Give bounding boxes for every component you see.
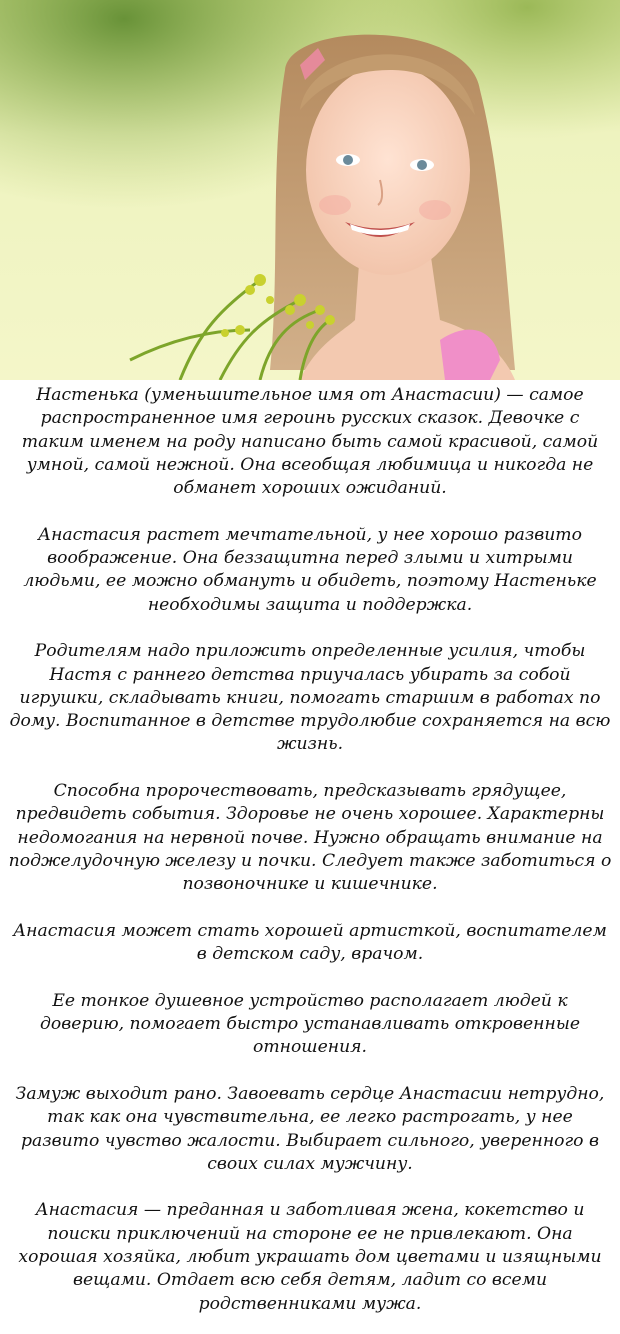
paragraph-8: Анастасия — преданная и заботливая жена, кокетство и поиски приключений на стороне ее не привлекают. Она хорошая хозяйка, любит украшать дом цветами и изящными вещами. Отдает всю себя детям, ладит со всеми родственниками мужа. <box>18 1200 602 1314</box>
paragraph-2: Анастасия растет мечтательной, у нее хорошо развито воображение. Она беззащитна перед злыми и хитрыми людьми, ее можно обмануть и обидеть, поэтому Настеньке необходимы защита и поддержка. <box>23 524 597 615</box>
paragraph-5: Анастасия может стать хорошей артисткой, воспитателем в детском саду, врачом. <box>13 920 607 965</box>
paragraph-7: Замуж выходит рано. Завоевать сердце Анастасии нетрудно, так как она чувствительна, ее легко растрогать, у нее развито чувство жалости. Выбирает сильного, уверенного в своих силах мужчину. <box>15 1083 605 1174</box>
paragraph-3: Родителям надо приложить определенные усилия, чтобы Настя с раннего детства приучалась убирать за собой игрушки, складывать книги, помогать старшим в работах по дому. Воспитанное в детстве трудолюбие сохраняется на всю жизнь. <box>9 641 611 755</box>
paragraph-6: Ее тонкое душевное устройство располагает людей к доверию, помогает быстро устанавливать откровенные отношения. <box>40 990 580 1058</box>
girl-with-flowers-photo <box>0 0 620 380</box>
photo-illustration <box>0 0 620 380</box>
paragraph-1: Настенька (уменьшительное имя от Анастасии) — самое распространенное имя героинь русских сказок. Девочке с таким именем на роду написано быть самой красивой, самой умной, самой нежной. Она всеобщая любимица и никогда не обманет хороших ожиданий. <box>21 385 599 499</box>
article-text <box>0 384 620 1316</box>
paragraph-4: Способна пророчествовать, предсказывать грядущее, предвидеть события. Здоровье не очень хорошее. Характерны недомогания на нервной почве. Нужно обращать внимание на поджелудочную железу и почки. Следует также заботиться о позвоночнике и кишечнике. <box>8 781 612 895</box>
